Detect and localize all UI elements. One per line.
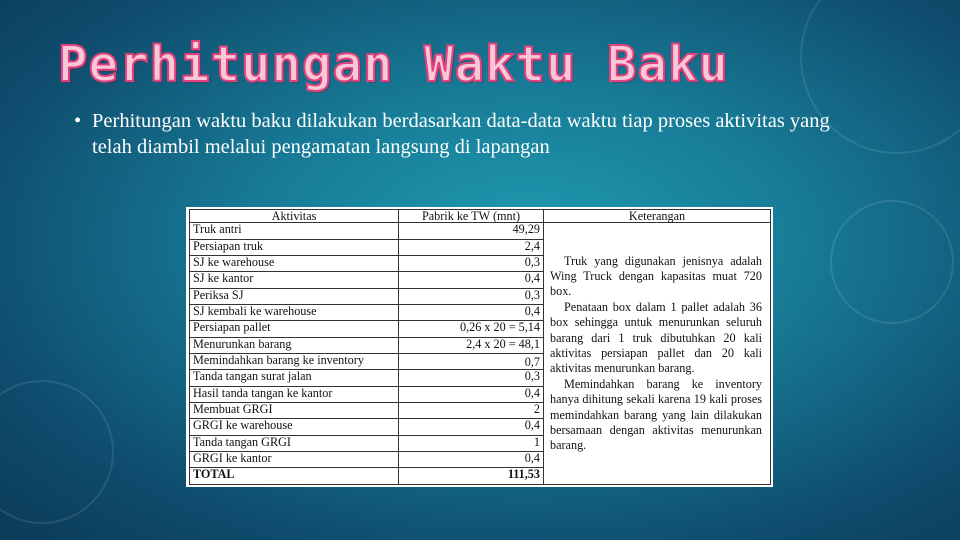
activity-cell: Persiapan pallet xyxy=(190,321,399,337)
activity-cell: Hasil tanda tangan ke kantor xyxy=(190,386,399,402)
table-row xyxy=(190,223,771,239)
time-cell: 0,3 xyxy=(399,255,544,271)
time-cell: 2 xyxy=(399,403,544,419)
background-ring-decoration xyxy=(0,380,114,524)
activity-cell: Periksa SJ xyxy=(190,288,399,304)
time-cell: 0,26 x 20 = 5,14 xyxy=(399,321,544,337)
activity-cell: Menurunkan barang xyxy=(190,337,399,353)
bullet-point xyxy=(74,108,862,160)
time-cell: 0,4 xyxy=(399,386,544,402)
bullet-marker: • xyxy=(74,110,82,132)
header-time: Pabrik ke TW (mnt) xyxy=(399,210,544,223)
notes-cell xyxy=(544,223,771,485)
activity-cell: Membuat GRGI xyxy=(190,403,399,419)
activity-cell: Truk antri xyxy=(190,223,399,239)
activity-cell: Memindahkan barang ke inventory xyxy=(190,354,399,370)
note-paragraph: Penataan box dalam 1 pallet adalah 36 box sehingga untuk menurunkan seluruh barang dari 1 truk dibutuhkan 20 kali aktivitas persiapan pallet dan 20 kali aktivitas menurunkan barang. xyxy=(550,299,762,376)
header-activity: Aktivitas xyxy=(190,210,399,223)
note-paragraph: Truk yang digunakan jenisnya adalah Wing Truck dengan kapasitas muat 720 box. xyxy=(550,253,762,299)
activity-cell: SJ ke warehouse xyxy=(190,255,399,271)
activity-cell: GRGI ke kantor xyxy=(190,452,399,468)
time-cell: 0,3 xyxy=(399,288,544,304)
total-label: TOTAL xyxy=(190,468,399,485)
time-cell: 0,4 xyxy=(399,419,544,435)
time-cell: 49,29 xyxy=(399,223,544,239)
slide-title: Perhitungan Waktu Baku xyxy=(58,36,730,93)
activity-cell: GRGI ke warehouse xyxy=(190,419,399,435)
activity-cell: SJ kembali ke warehouse xyxy=(190,305,399,321)
time-cell: 0,4 xyxy=(399,305,544,321)
header-notes: Keterangan xyxy=(544,210,771,223)
time-cell: 1 xyxy=(399,435,544,451)
time-cell: 0,4 xyxy=(399,452,544,468)
time-cell: 0,3 xyxy=(399,370,544,386)
note-paragraph: Memindahkan barang ke inventory hanya dihitung sekali karena 19 kali proses memindahkan barang yang lain dilakukan bersamaan dengan aktivitas menurunkan barang. xyxy=(550,376,762,453)
time-cell: 0,7 xyxy=(399,354,544,370)
time-cell: 0,4 xyxy=(399,272,544,288)
bullet-text: Perhitungan waktu baku dilakukan berdasarkan data-data waktu tiap proses aktivitas yang telah diambil melalui pengamatan langsung di lapangan xyxy=(92,110,830,158)
activity-time-table-image xyxy=(186,207,773,487)
time-cell: 2,4 xyxy=(399,239,544,255)
time-cell: 2,4 x 20 = 48,1 xyxy=(399,337,544,353)
activity-cell: Tanda tangan surat jalan xyxy=(190,370,399,386)
table-header-row xyxy=(190,210,771,223)
background-ring-decoration xyxy=(830,200,954,324)
activity-cell: Tanda tangan GRGI xyxy=(190,435,399,451)
activity-time-table xyxy=(189,209,771,485)
activity-cell: SJ ke kantor xyxy=(190,272,399,288)
activity-cell: Persiapan truk xyxy=(190,239,399,255)
total-value: 111,53 xyxy=(399,468,544,485)
